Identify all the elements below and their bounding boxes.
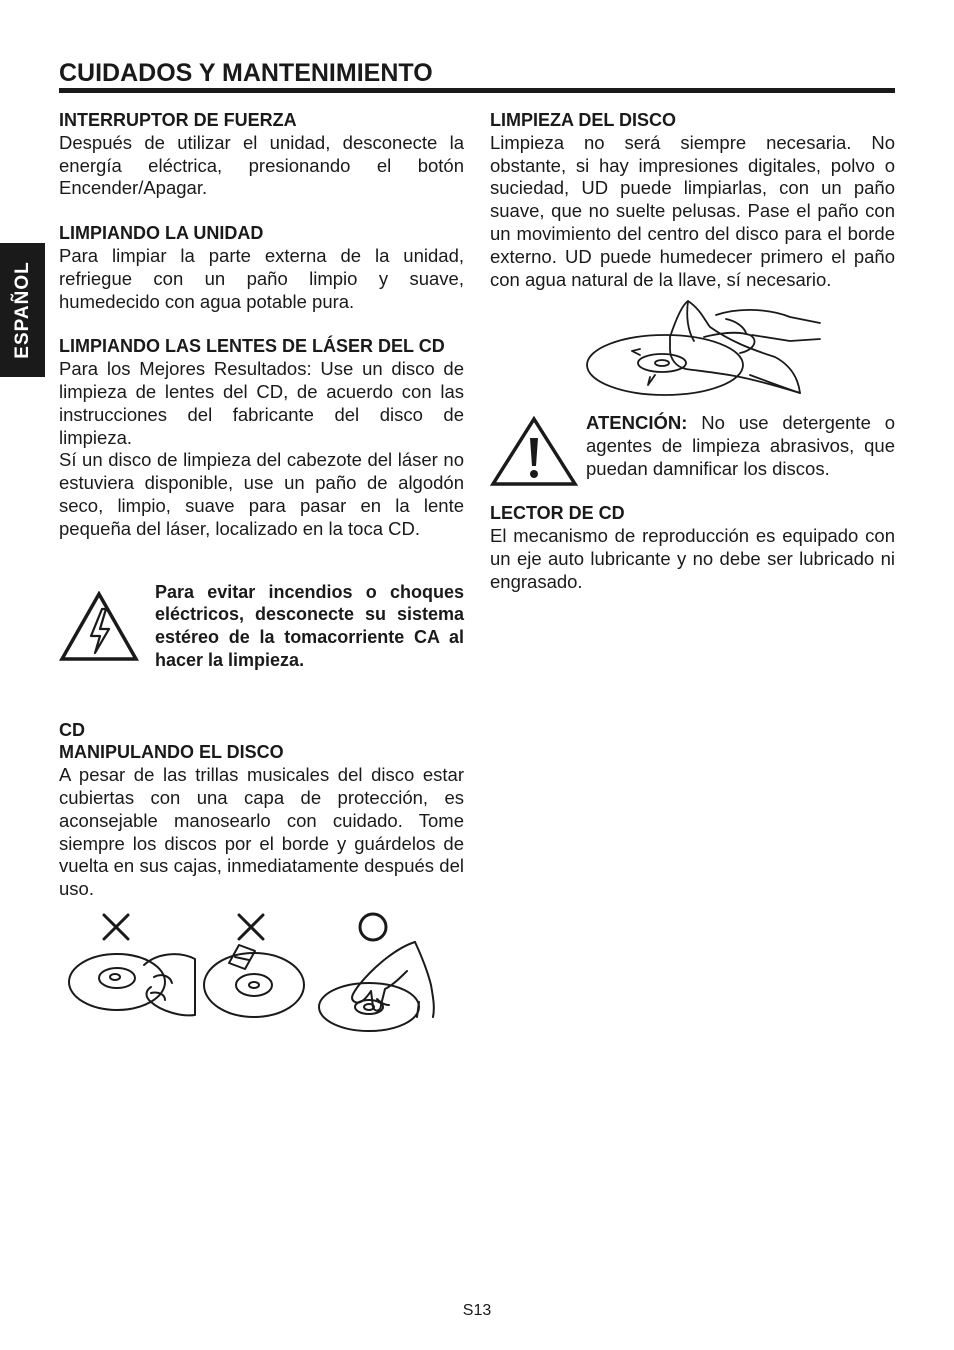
cd-heading: CD [59,719,85,740]
right-column [490,109,895,594]
disc-handling-heading: MANIPULANDO EL DISCO [59,742,284,763]
attention-warning-icon [490,416,578,488]
page-title: CUIDADOS Y MANTENIMIENTO [59,59,433,87]
laser-cleaning-heading: LIMPIANDO LAS LENTES DE LÁSER DEL CD [59,336,445,357]
cd-reader-text: El mecanismo de reproducción es equipado con un eje auto lubricante y no debe ser lubricado ni engrasado. [490,525,895,592]
shock-warning [59,581,464,699]
electric-shock-warning-icon [59,591,139,663]
disc-handling-text: A pesar de las trillas musicales del disco estar cubiertas con una capa de protección, es aconsejable manosearlo con cuidado. Tome siempre los discos por el borde y guárdelos de vuelta en sus cajas, inmediatamente después del uso. [59,764,464,900]
wrong-cross-icon-1 [104,915,128,939]
title-rule [59,88,895,93]
disc-cleaning-text: Limpieza no será siempre necesaria. No obstante, si hay impresiones digitales, polvo o suciedad, UD puede limpiarlas, con un paño suave, que no suelte pelusas. Pase el paño con un movimiento del centro del disco para el borde externo. UD puede humedecer primero el paño con agua natural de la llave, sí necesario. [490,131,895,290]
laser-cleaning-text-2: Sí un disco de limpieza del cabezote del láser no estuviera disponible, use un paño de algodón seco, limpio, suave para pasar en la lente pequeña del láser, localizado en la toca CD. [59,449,464,539]
page-number: S13 [462,1302,492,1319]
disc-held-by-edge-icon [319,942,434,1031]
power-switch-text: Después de utilizar el unidad, desconecte la energía eléctrica, presionando el botón Encender/Apagar. [59,131,464,199]
disc-handling-illustration [59,907,464,1037]
shock-warning-text: Para evitar incendios o choques eléctricos, desconecte su sistema estéreo de la tomacorriente CA al hacer la limpieza. [155,581,464,670]
attention-text [586,412,895,480]
disc-wiping-illustration [490,297,895,402]
disc-with-sticker-icon [204,945,304,1017]
left-column [59,109,464,1037]
correct-circle-icon [360,914,386,940]
unit-cleaning-text: Para limpiar la parte externa de la unidad, refriegue con un paño limpio y suave, humedecido con agua potable pura. [59,244,464,312]
attention-notice [490,406,895,486]
language-tab-label: ESPAÑOL [11,261,33,359]
language-tab [0,243,45,377]
disc-cleaning-heading: LIMPIEZA DEL DISCO [490,110,677,130]
unit-cleaning-heading: LIMPIANDO LA UNIDAD [59,223,264,244]
disc-held-on-face-icon [69,954,195,1015]
power-switch-heading: INTERRUPTOR DE FUERZA [59,110,297,130]
cd-reader-heading: LECTOR DE CD [490,503,625,524]
attention-body: No use detergente o agentes de limpieza abrasivos, que puedan damnificar los discos. [586,412,895,479]
attention-label: ATENCIÓN: [586,412,688,434]
laser-cleaning-text-1: Para los Mejores Resultados: Use un disco de limpieza de lentes del CD, de acuerdo con las instrucciones del fabricante del disco de limpieza. [59,358,464,448]
wrong-cross-icon-2 [239,915,263,939]
